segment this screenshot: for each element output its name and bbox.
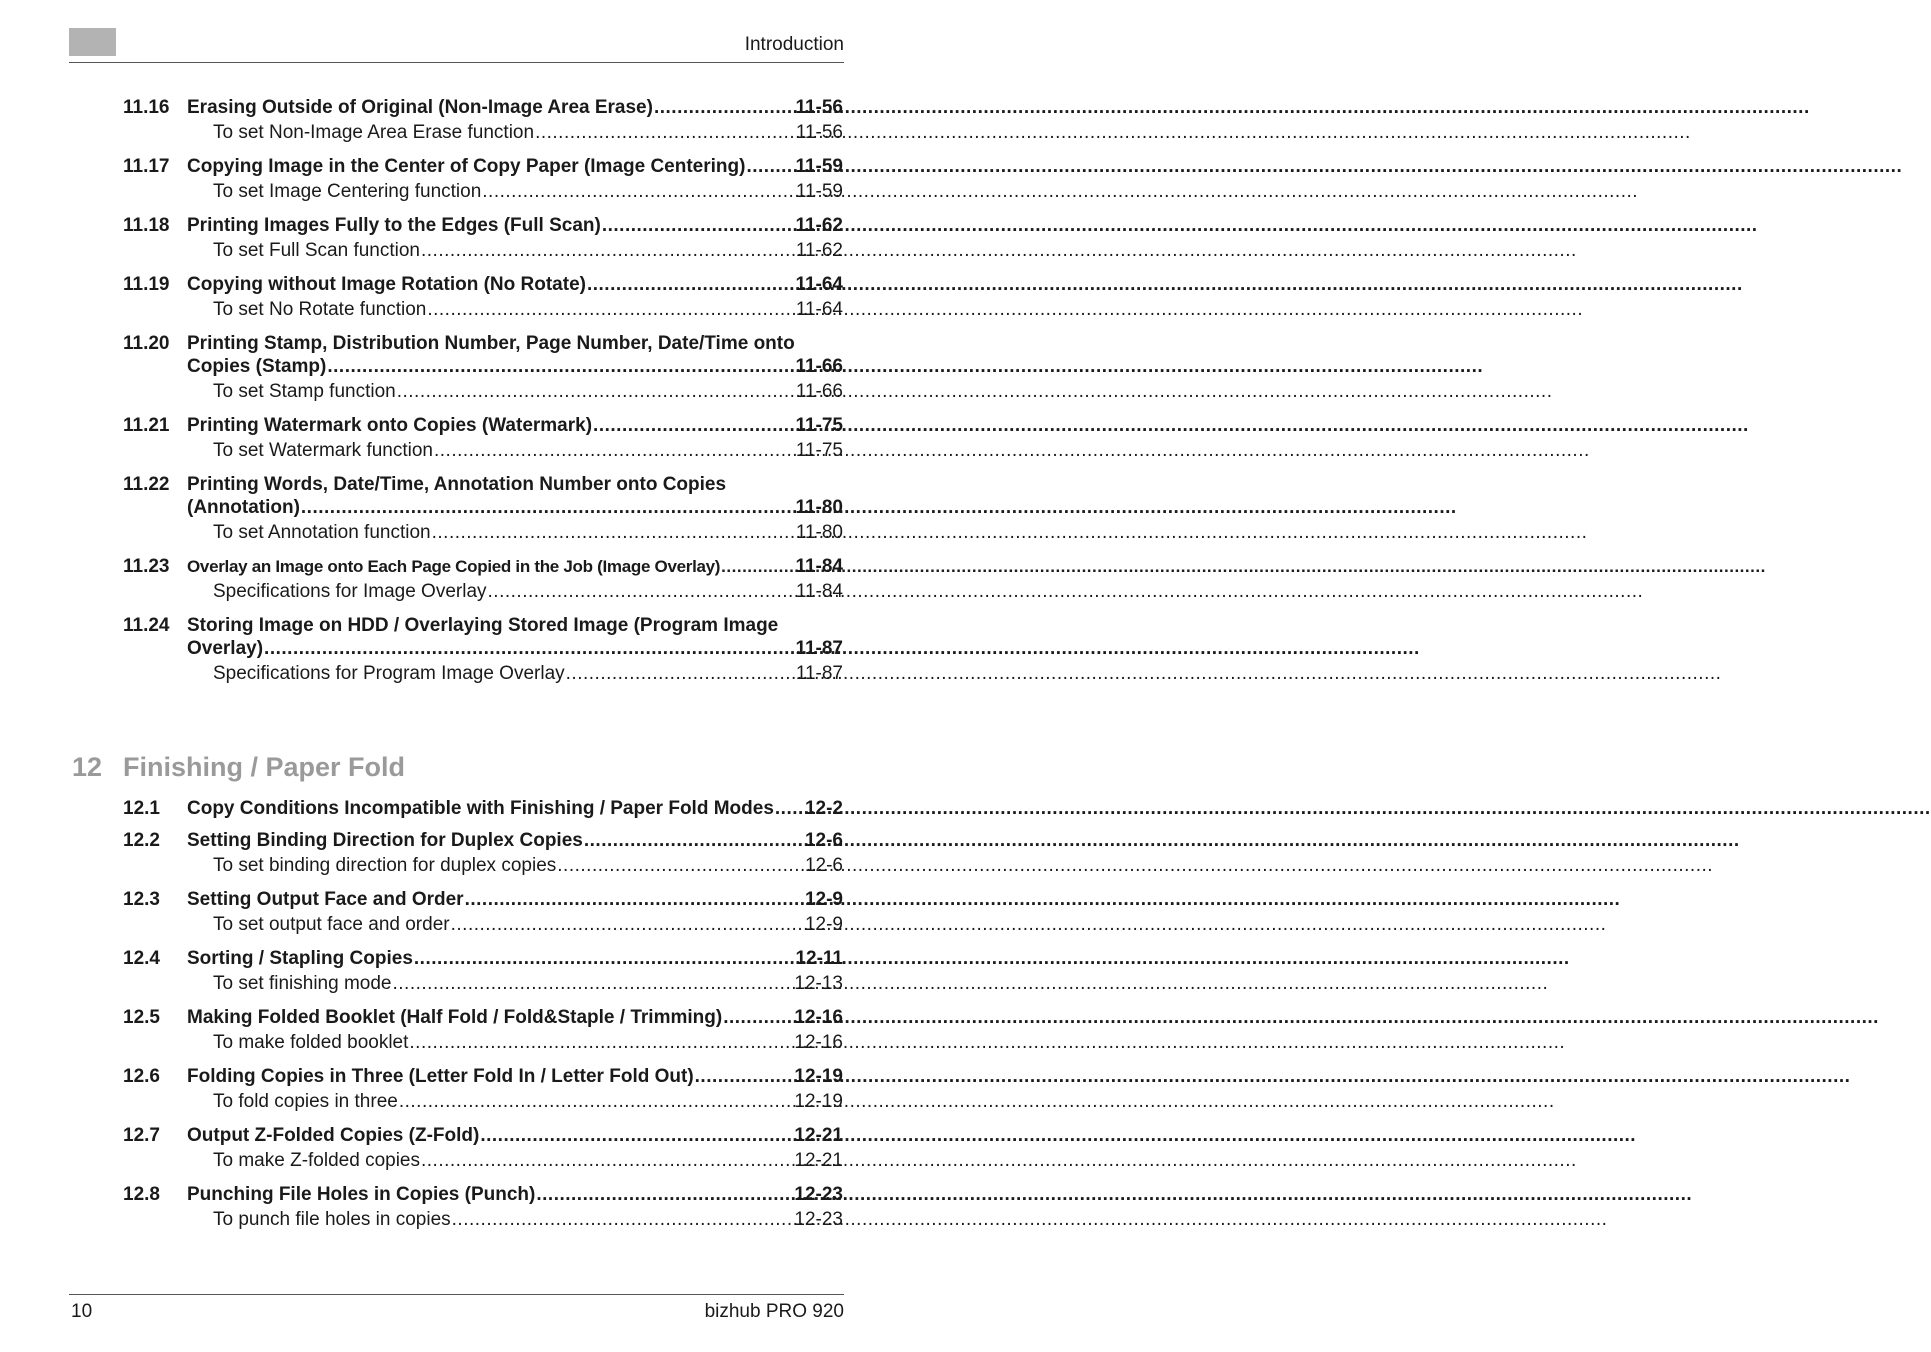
dot-leader [723,1006,793,1029]
section-title-continued: (Annotation) [187,497,300,518]
section-title: Copying without Image Rotation (No Rotate) [187,274,586,295]
subentry-title: To set No Rotate function [213,299,427,320]
toc-entry [123,947,843,997]
toc-entry-line[interactable] [123,1124,843,1147]
toc-entry-line-continued[interactable] [123,355,843,378]
section-title-continued: Copies (Stamp) [187,356,327,377]
page-ref: 11-87 [795,638,843,659]
dot-leader [488,578,795,605]
toc-subentry[interactable] [123,437,843,464]
page-ref: 11-66 [795,381,843,402]
toc-entry-line[interactable] [123,332,843,355]
section-number: 11.16 [123,97,170,118]
chapter-number: 12 [72,752,103,782]
page-ref: 12-21 [794,1125,843,1146]
section-title: Printing Words, Date/Time, Annotation Number onto Copies [187,474,727,495]
page-ref: 11-64 [795,274,843,295]
dot-leader [587,273,794,296]
subentry-title: To make Z-folded copies [213,1150,420,1171]
dot-leader [434,437,795,464]
section-number: 12.2 [123,830,160,851]
toc-entry-line[interactable] [123,1065,843,1088]
dot-leader [432,519,795,546]
page-ref: 11-80 [795,522,843,543]
page-ref: 11-62 [795,215,843,236]
toc-subentry[interactable] [123,519,843,546]
header-title: Introduction [744,34,844,55]
page-ref: 12-9 [804,914,843,935]
footer-product-name: bizhub PRO 920 [704,1301,844,1322]
subentry-title: To punch file holes in copies [213,1209,451,1230]
page-ref: 12-6 [804,855,843,876]
toc-entry-line[interactable] [123,414,843,437]
section-title: Printing Watermark onto Copies (Watermark) [187,415,593,436]
dot-leader [399,1088,794,1115]
toc-subentry[interactable] [123,1029,843,1056]
section-number: 11.21 [123,415,170,436]
section-number: 11.17 [123,156,170,177]
toc-entry [123,155,843,205]
page-ref: 12-16 [794,1007,843,1028]
chapter-title: Finishing / Paper Fold [123,752,406,782]
page-ref: 11-75 [795,415,843,436]
toc-entry [123,888,843,938]
footer-divider [69,1294,844,1295]
subentry-title: To set Watermark function [213,440,433,461]
dot-leader [695,1065,794,1088]
toc-subentry[interactable] [123,119,843,146]
page-ref: 12-13 [794,973,843,994]
toc-entry-line[interactable] [123,1006,843,1029]
section-title: Output Z-Folded Copies (Z-Fold) [187,1125,480,1146]
toc-entry [123,214,843,264]
dot-leader [557,852,804,879]
section-title: Making Folded Booklet (Half Fold / Fold&Staple / Trimming) [187,1007,723,1028]
section-number: 12.5 [123,1007,160,1028]
page-ref: 11-87 [795,663,843,684]
dot-leader [264,637,794,660]
toc-entry-line[interactable] [123,155,843,178]
dot-leader [452,1206,794,1233]
subentry-title: Specifications for Program Image Overlay [213,663,565,684]
toc-subentry[interactable] [123,578,843,605]
dot-leader [536,1183,793,1206]
dot-leader [393,970,794,997]
section-number: 12.6 [123,1066,160,1087]
page-ref: 11-56 [795,122,843,143]
toc-entry [123,797,843,820]
subentry-title: Specifications for Image Overlay [213,581,487,602]
page-ref: 11-75 [795,440,843,461]
toc-entry-line[interactable] [123,888,843,911]
section-number: 12.7 [123,1125,160,1146]
header-marker-block [69,28,116,56]
toc-entry [123,473,843,546]
dot-leader [301,496,795,519]
page-ref: 12-23 [794,1184,843,1205]
page-ref: 11-56 [795,97,843,118]
dot-leader [584,829,804,852]
page-ref: 12-9 [804,889,843,910]
dot-leader [566,660,795,687]
section-number: 12.1 [123,798,160,819]
section-number: 12.8 [123,1184,160,1205]
subentry-title: To set finishing mode [213,973,392,994]
dot-leader [421,1147,793,1174]
section-title: Setting Output Face and Order [187,889,464,910]
subentry-title: To make folded booklet [213,1032,409,1053]
toc-subentry[interactable] [123,660,843,687]
dot-leader [482,178,795,205]
toc-subentry[interactable] [123,296,843,323]
dot-leader [427,296,794,323]
page-ref: 11-66 [795,356,843,377]
toc-entry-line-continued[interactable] [123,496,843,519]
toc-entry-line[interactable] [123,1183,843,1206]
page-ref: 11-64 [795,299,843,320]
section-number: 12.3 [123,889,160,910]
toc-subentry[interactable] [123,970,843,997]
toc-entry-line[interactable] [123,797,843,820]
page-ref: 11-59 [795,156,843,177]
dot-leader [535,119,795,146]
section-number: 11.18 [123,215,170,236]
toc-entry-line[interactable] [123,614,843,637]
subentry-title: To set output face and order [213,914,450,935]
section-title: Sorting / Stapling Copies [187,948,413,969]
toc-subentry[interactable] [123,237,843,264]
toc-entry-line[interactable] [123,214,843,237]
toc-section-12 [123,797,843,1242]
page-ref: 11-62 [795,240,843,261]
page-ref: 12-19 [794,1066,843,1087]
page-ref: 12-6 [804,830,843,851]
section-title: Setting Binding Direction for Duplex Copies [187,830,583,851]
dot-leader [775,797,804,820]
dot-leader [593,414,794,437]
page-ref: 12-2 [804,798,843,819]
toc-subentry[interactable] [123,378,843,405]
section-title: Copy Conditions Incompatible with Finishing / Paper Fold Modes [187,798,774,819]
subentry-title: To set Full Scan function [213,240,420,261]
toc-subentry[interactable] [123,852,843,879]
toc-entry [123,1183,843,1233]
toc-entry-line[interactable] [123,473,843,496]
section-title: Copying Image in the Center of Copy Paper (Image Centering) [187,156,746,177]
section-title: Printing Images Fully to the Edges (Full Scan) [187,215,601,236]
page-ref: 11-84 [795,556,843,577]
section-title: Overlay an Image onto Each Page Copied in the Job (Image Overlay) [187,557,721,576]
page-ref: 12-16 [794,1032,843,1053]
section-number: 11.24 [123,615,170,636]
dot-leader [397,378,795,405]
toc-subentry[interactable] [123,1147,843,1174]
section-title: Punching File Holes in Copies (Punch) [187,1184,536,1205]
toc-subentry[interactable] [123,178,843,205]
section-title: Storing Image on HDD / Overlaying Stored Image (Program Image [187,615,779,636]
chapter-heading [72,752,405,783]
section-title: Printing Stamp, Distribution Number, Page Number, Date/Time onto [187,333,795,354]
toc-entry-line[interactable] [123,555,843,578]
dot-leader [327,355,794,378]
toc-entry [123,1006,843,1056]
subentry-title: To fold copies in three [213,1091,398,1112]
section-title: Folding Copies in Three (Letter Fold In / Letter Fold Out) [187,1066,694,1087]
toc-subentry[interactable] [123,1088,843,1115]
dot-leader [465,888,804,911]
dot-leader [409,1029,793,1056]
toc-entry [123,332,843,405]
section-number: 12.4 [123,948,160,969]
subentry-title: To set Non-Image Area Erase function [213,122,535,143]
toc-entry-line-continued[interactable] [123,637,843,660]
header-divider [69,62,844,63]
page-ref: 12-11 [795,948,843,969]
toc-entry [123,1065,843,1115]
dot-leader [602,214,795,237]
dot-leader [746,155,794,178]
section-title-continued: Overlay) [187,638,264,659]
toc-entry [123,1124,843,1174]
toc-entry-line[interactable] [123,829,843,852]
toc-subentry[interactable] [123,1206,843,1233]
toc-subentry[interactable] [123,911,843,938]
section-number: 11.22 [123,474,170,495]
toc-entry [123,555,843,605]
dot-leader [721,555,794,578]
page-ref: 11-84 [795,581,843,602]
toc-entry [123,614,843,687]
section-number: 11.19 [123,274,170,295]
subentry-title: To set Image Centering function [213,181,482,202]
subentry-title: To set Annotation function [213,522,431,543]
toc-entry [123,829,843,879]
section-number: 11.20 [123,333,170,354]
footer-page-number: 10 [71,1301,93,1322]
section-title: Erasing Outside of Original (Non-Image Area Erase) [187,97,653,118]
toc-entry-line[interactable] [123,96,843,119]
dot-leader [451,911,804,938]
toc-entry [123,273,843,323]
dot-leader [654,96,794,119]
page-ref: 12-19 [794,1091,843,1112]
toc-section-11 [123,96,843,696]
toc-entry-line[interactable] [123,947,843,970]
section-number: 11.23 [123,556,170,577]
page-ref: 11-59 [795,181,843,202]
page-ref: 12-23 [794,1209,843,1230]
page-ref: 11-80 [795,497,843,518]
toc-entry-line[interactable] [123,273,843,296]
dot-leader [480,1124,793,1147]
dot-leader [414,947,795,970]
toc-entry [123,414,843,464]
dot-leader [421,237,795,264]
page-ref: 12-21 [794,1150,843,1171]
toc-entry [123,96,843,146]
subentry-title: To set binding direction for duplex copies [213,855,557,876]
subentry-title: To set Stamp function [213,381,396,402]
